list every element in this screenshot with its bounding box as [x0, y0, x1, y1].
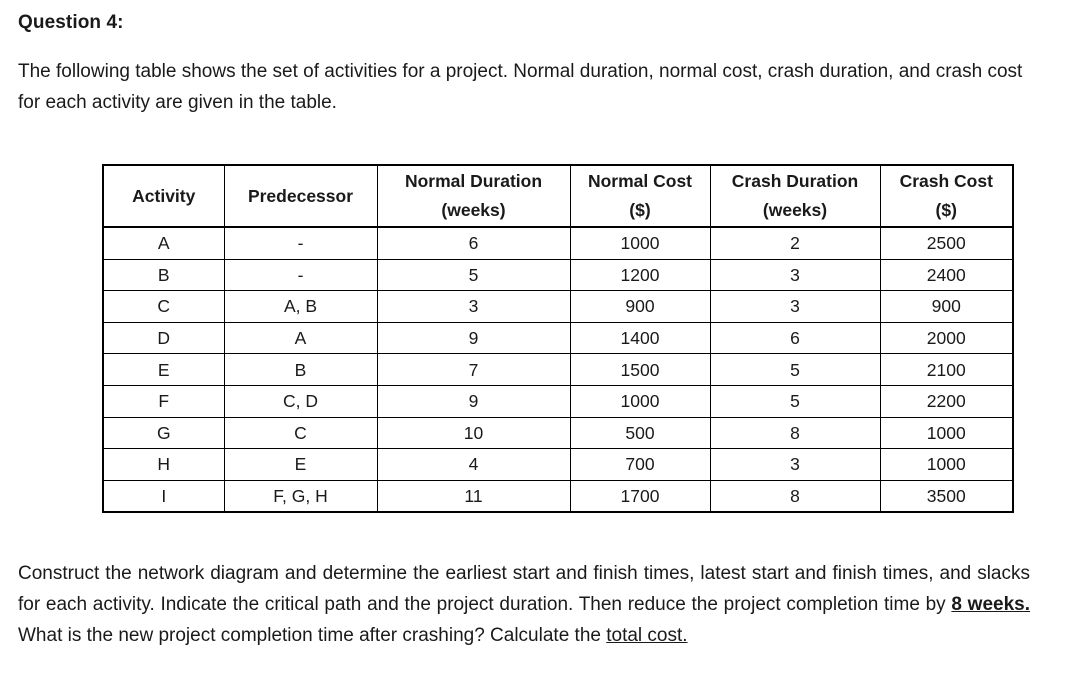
cell-normal-duration: 7 [377, 354, 570, 386]
header-normal-cost: Normal Cost ($) [570, 165, 710, 227]
cell-normal-duration: 5 [377, 259, 570, 291]
outro-text-1: Construct the network diagram and determine the earliest start and finish times, latest start and finish times, and slacks for each activity. Indicate the critical path and the project duration. Then reduce the project completion time by [18, 563, 1030, 615]
cell-normal-cost: 1400 [570, 322, 710, 354]
cell-normal-duration: 9 [377, 322, 570, 354]
cell-crash-cost: 2000 [880, 322, 1013, 354]
table-row [103, 385, 1013, 417]
cell-normal-cost: 1000 [570, 227, 710, 259]
cell-activity: A [103, 227, 224, 259]
cell-activity: B [103, 259, 224, 291]
cell-activity: C [103, 291, 224, 323]
cell-normal-duration: 4 [377, 449, 570, 481]
cell-normal-cost: 1000 [570, 385, 710, 417]
cell-predecessor: F, G, H [224, 480, 377, 512]
outro-paragraph [18, 558, 1030, 651]
table-row [103, 227, 1013, 259]
cell-crash-duration: 3 [710, 259, 880, 291]
cell-predecessor: - [224, 259, 377, 291]
cell-normal-cost: 1700 [570, 480, 710, 512]
cell-crash-duration: 5 [710, 385, 880, 417]
cell-crash-duration: 8 [710, 480, 880, 512]
cell-activity: G [103, 417, 224, 449]
cell-crash-cost: 3500 [880, 480, 1013, 512]
activities-table [102, 164, 1014, 513]
cell-normal-duration: 3 [377, 291, 570, 323]
cell-crash-duration: 2 [710, 227, 880, 259]
cell-crash-cost: 2500 [880, 227, 1013, 259]
header-normal-duration: Normal Duration (weeks) [377, 165, 570, 227]
cell-normal-duration: 11 [377, 480, 570, 512]
cell-crash-cost: 2100 [880, 354, 1013, 386]
cell-normal-cost: 700 [570, 449, 710, 481]
cell-predecessor: C [224, 417, 377, 449]
cell-crash-cost: 1000 [880, 417, 1013, 449]
cell-predecessor: B [224, 354, 377, 386]
cell-crash-cost: 1000 [880, 449, 1013, 481]
cell-normal-duration: 10 [377, 417, 570, 449]
cell-normal-cost: 900 [570, 291, 710, 323]
total-cost-phrase: total cost. [606, 625, 688, 646]
header-crash-duration: Crash Duration (weeks) [710, 165, 880, 227]
cell-activity: E [103, 354, 224, 386]
cell-normal-cost: 1500 [570, 354, 710, 386]
cell-predecessor: A, B [224, 291, 377, 323]
cell-normal-duration: 6 [377, 227, 570, 259]
table-row [103, 322, 1013, 354]
cell-activity: D [103, 322, 224, 354]
table-row [103, 449, 1013, 481]
cell-crash-cost: 2400 [880, 259, 1013, 291]
table-row [103, 480, 1013, 512]
intro-paragraph: The following table shows the set of activities for a project. Normal duration, normal cost, crash duration, and crash cost for each activity are given in the table. [18, 61, 1023, 113]
table-row [103, 354, 1013, 386]
cell-crash-duration: 5 [710, 354, 880, 386]
question-title: Question 4: [18, 12, 124, 33]
cell-crash-duration: 6 [710, 322, 880, 354]
cell-activity: I [103, 480, 224, 512]
cell-normal-cost: 500 [570, 417, 710, 449]
cell-activity: H [103, 449, 224, 481]
cell-predecessor: A [224, 322, 377, 354]
table-row [103, 259, 1013, 291]
cell-normal-duration: 9 [377, 385, 570, 417]
cell-crash-duration: 3 [710, 449, 880, 481]
table-row [103, 291, 1013, 323]
header-activity: Activity [103, 165, 224, 227]
reduction-weeks: 8 weeks. [951, 594, 1030, 615]
cell-crash-duration: 8 [710, 417, 880, 449]
cell-normal-cost: 1200 [570, 259, 710, 291]
header-crash-cost: Crash Cost ($) [880, 165, 1013, 227]
cell-predecessor: C, D [224, 385, 377, 417]
header-predecessor: Predecessor [224, 165, 377, 227]
cell-predecessor: - [224, 227, 377, 259]
cell-activity: F [103, 385, 224, 417]
outro-text-2: What is the new project completion time after crashing? Calculate the [18, 625, 607, 646]
table-header-row [103, 165, 1013, 227]
cell-crash-cost: 900 [880, 291, 1013, 323]
cell-crash-duration: 3 [710, 291, 880, 323]
cell-predecessor: E [224, 449, 377, 481]
table-row [103, 417, 1013, 449]
cell-crash-cost: 2200 [880, 385, 1013, 417]
